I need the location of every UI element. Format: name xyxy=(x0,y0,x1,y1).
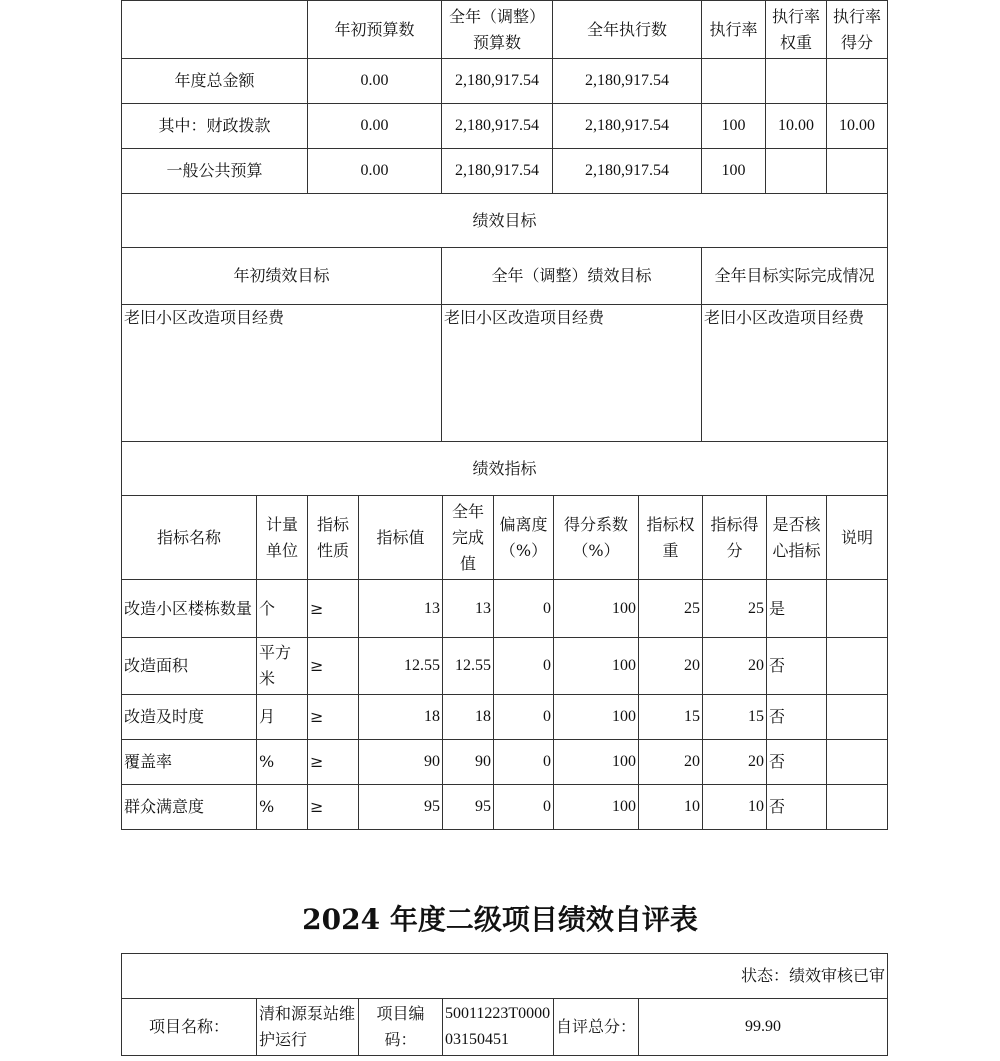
goals-header-adjusted: 全年（调整）绩效目标 xyxy=(442,248,702,305)
budget-row xyxy=(122,104,888,149)
ind-name: 改造及时度 xyxy=(122,695,257,740)
goals-value-adjusted: 老旧小区改造项目经费 xyxy=(442,305,702,442)
ind-header-target: 指标值 xyxy=(359,496,443,580)
budget-row xyxy=(122,149,888,194)
ind-header-actual: 全年完成值 xyxy=(443,496,494,580)
ind-nature: ≥ xyxy=(308,638,359,695)
ind-deviation: 0 xyxy=(494,740,554,785)
ind-core: 否 xyxy=(767,740,827,785)
ind-name: 改造面积 xyxy=(122,638,257,695)
budget-row-initial: 0.00 xyxy=(308,104,442,149)
budget-row-rate xyxy=(702,59,766,104)
ind-header-deviation: 偏离度（%） xyxy=(494,496,554,580)
budget-row-executed: 2,180,917.54 xyxy=(553,59,702,104)
budget-row-score: 10.00 xyxy=(827,104,888,149)
ind-deviation: 0 xyxy=(494,638,554,695)
ind-header-weight: 指标权重 xyxy=(639,496,703,580)
indicators-table xyxy=(121,441,888,830)
budget-corner-cell xyxy=(122,1,308,59)
goals-section-title: 绩效目标 xyxy=(122,194,888,248)
indicators-section-row xyxy=(122,442,888,496)
budget-row-rate: 100 xyxy=(702,149,766,194)
budget-row-adjusted: 2,180,917.54 xyxy=(442,59,553,104)
budget-row-weight xyxy=(766,149,827,194)
ind-nature: ≥ xyxy=(308,740,359,785)
ind-weight: 15 xyxy=(639,695,703,740)
ind-note xyxy=(827,740,888,785)
ind-core: 是 xyxy=(767,580,827,638)
ind-deviation: 0 xyxy=(494,580,554,638)
ind-weight: 20 xyxy=(639,740,703,785)
ind-actual: 90 xyxy=(443,740,494,785)
budget-header-row xyxy=(122,1,888,59)
ind-name: 改造小区楼栋数量 xyxy=(122,580,257,638)
budget-row-label: 其中：财政拨款 xyxy=(122,104,308,149)
ind-unit: % xyxy=(257,740,308,785)
ind-score: 25 xyxy=(703,580,767,638)
goals-value-initial: 老旧小区改造项目经费 xyxy=(122,305,442,442)
budget-row xyxy=(122,59,888,104)
ind-target: 95 xyxy=(359,785,443,830)
ind-score: 10 xyxy=(703,785,767,830)
ind-header-core: 是否核心指标 xyxy=(767,496,827,580)
ind-deviation: 0 xyxy=(494,785,554,830)
ind-unit: 月 xyxy=(257,695,308,740)
budget-table xyxy=(121,0,888,194)
goals-value-actual: 老旧小区改造项目经费 xyxy=(702,305,888,442)
indicators-section-title: 绩效指标 xyxy=(122,442,888,496)
goals-value-row xyxy=(122,305,888,442)
indicators-header-row xyxy=(122,496,888,580)
goals-header-row xyxy=(122,248,888,305)
project-code-value: 50011223T000003150451 xyxy=(443,999,554,1056)
table-row xyxy=(122,638,888,695)
ind-target: 12.55 xyxy=(359,638,443,695)
ind-unit: 平方米 xyxy=(257,638,308,695)
budget-row-score xyxy=(827,59,888,104)
budget-row-initial: 0.00 xyxy=(308,59,442,104)
ind-deviation: 0 xyxy=(494,695,554,740)
project-code-label: 项目编码： xyxy=(359,999,443,1056)
ind-target: 90 xyxy=(359,740,443,785)
goals-section-row xyxy=(122,194,888,248)
budget-header-initial: 年初预算数 xyxy=(308,1,442,59)
ind-coef: 100 xyxy=(554,785,639,830)
table-row xyxy=(122,785,888,830)
ind-score: 20 xyxy=(703,740,767,785)
ind-weight: 10 xyxy=(639,785,703,830)
ind-unit: % xyxy=(257,785,308,830)
ind-core: 否 xyxy=(767,638,827,695)
table-row xyxy=(122,740,888,785)
ind-target: 13 xyxy=(359,580,443,638)
page-title: 2024 年度二级项目绩效自评表 xyxy=(302,903,698,936)
ind-note xyxy=(827,580,888,638)
budget-header-score: 执行率得分 xyxy=(827,1,888,59)
ind-note xyxy=(827,695,888,740)
ind-header-note: 说明 xyxy=(827,496,888,580)
project-name-label: 项目名称： xyxy=(122,999,257,1056)
ind-core: 否 xyxy=(767,785,827,830)
ind-weight: 25 xyxy=(639,580,703,638)
form2-info-row xyxy=(122,999,888,1056)
ind-weight: 20 xyxy=(639,638,703,695)
ind-unit: 个 xyxy=(257,580,308,638)
goals-header-actual: 全年目标实际完成情况 xyxy=(702,248,888,305)
ind-actual: 13 xyxy=(443,580,494,638)
goals-header-initial: 年初绩效目标 xyxy=(122,248,442,305)
ind-nature: ≥ xyxy=(308,785,359,830)
status-badge: 状态：绩效审核已审 xyxy=(122,954,888,999)
budget-row-adjusted: 2,180,917.54 xyxy=(442,104,553,149)
budget-row-rate: 100 xyxy=(702,104,766,149)
ind-coef: 100 xyxy=(554,580,639,638)
ind-coef: 100 xyxy=(554,638,639,695)
ind-score: 20 xyxy=(703,638,767,695)
ind-header-nature: 指标性质 xyxy=(308,496,359,580)
budget-row-label: 一般公共预算 xyxy=(122,149,308,194)
budget-row-weight: 10.00 xyxy=(766,104,827,149)
budget-row-label: 年度总金额 xyxy=(122,59,308,104)
goals-table xyxy=(121,193,888,442)
ind-header-score: 指标得分 xyxy=(703,496,767,580)
total-score-value: 99.90 xyxy=(639,999,888,1056)
table-row xyxy=(122,580,888,638)
table-row xyxy=(122,695,888,740)
budget-header-rate: 执行率 xyxy=(702,1,766,59)
ind-note xyxy=(827,638,888,695)
ind-core: 否 xyxy=(767,695,827,740)
ind-nature: ≥ xyxy=(308,695,359,740)
total-score-label: 自评总分： xyxy=(554,999,639,1056)
ind-target: 18 xyxy=(359,695,443,740)
budget-row-adjusted: 2,180,917.54 xyxy=(442,149,553,194)
ind-note xyxy=(827,785,888,830)
ind-actual: 12.55 xyxy=(443,638,494,695)
ind-actual: 95 xyxy=(443,785,494,830)
ind-header-unit: 计量单位 xyxy=(257,496,308,580)
ind-coef: 100 xyxy=(554,695,639,740)
ind-name: 群众满意度 xyxy=(122,785,257,830)
budget-header-adjusted: 全年（调整）预算数 xyxy=(442,1,553,59)
budget-row-initial: 0.00 xyxy=(308,149,442,194)
ind-name: 覆盖率 xyxy=(122,740,257,785)
budget-row-executed: 2,180,917.54 xyxy=(553,149,702,194)
ind-header-name: 指标名称 xyxy=(122,496,257,580)
project-name-value: 清和源泵站维护运行 xyxy=(257,999,359,1056)
budget-header-executed: 全年执行数 xyxy=(553,1,702,59)
ind-score: 15 xyxy=(703,695,767,740)
form2-table xyxy=(121,953,888,1056)
ind-coef: 100 xyxy=(554,740,639,785)
ind-actual: 18 xyxy=(443,695,494,740)
ind-nature: ≥ xyxy=(308,580,359,638)
budget-row-executed: 2,180,917.54 xyxy=(553,104,702,149)
budget-header-weight: 执行率权重 xyxy=(766,1,827,59)
budget-row-score xyxy=(827,149,888,194)
ind-header-coef: 得分系数（%） xyxy=(554,496,639,580)
budget-row-weight xyxy=(766,59,827,104)
form2-status-row xyxy=(122,954,888,999)
